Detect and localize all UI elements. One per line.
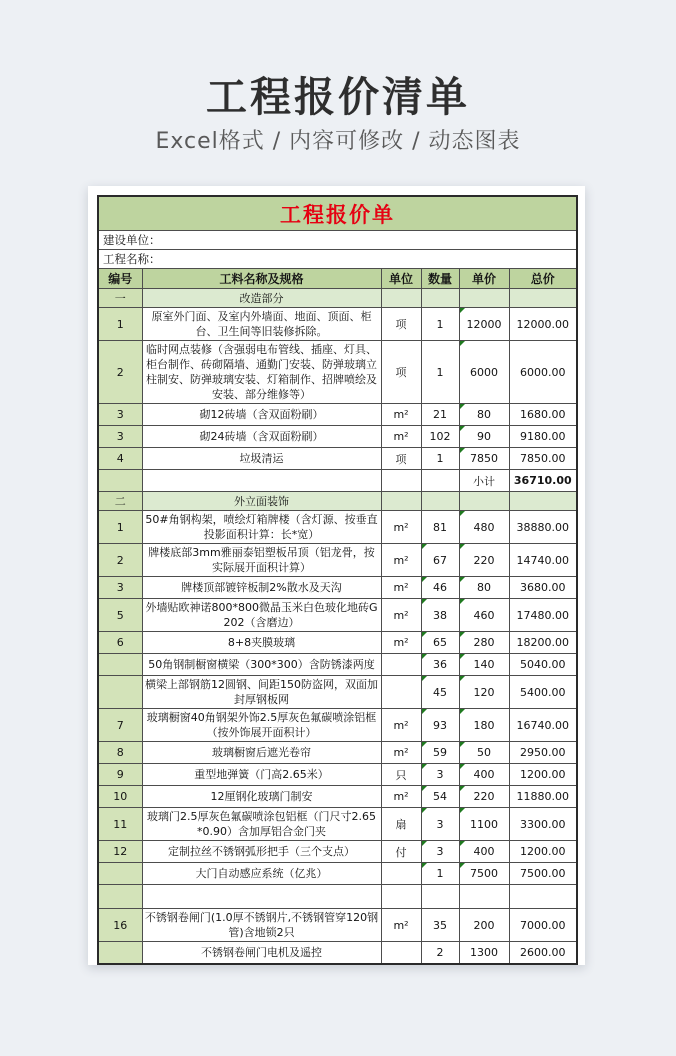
total-cell: 3680.00 bbox=[509, 577, 577, 599]
item-row bbox=[98, 909, 577, 942]
comment-triangle-icon bbox=[460, 808, 465, 813]
unit-cell: m² bbox=[381, 544, 421, 577]
comment-triangle-icon bbox=[422, 841, 427, 846]
price-cell: 80 bbox=[459, 577, 509, 599]
item-number-cell bbox=[98, 654, 142, 676]
total-cell bbox=[509, 492, 577, 511]
comment-triangle-icon bbox=[422, 863, 427, 868]
unit-cell: m² bbox=[381, 909, 421, 942]
item-desc-cell: 不锈钢卷闸门(1.0厚不锈钢片,不锈钢管穿120钢管)含地锁2只 bbox=[142, 909, 381, 942]
price-cell bbox=[459, 289, 509, 308]
total-cell: 38880.00 bbox=[509, 511, 577, 544]
item-desc-cell: 玻璃橱窗后遮光卷帘 bbox=[142, 742, 381, 764]
section-row bbox=[98, 492, 577, 511]
comment-triangle-icon bbox=[460, 764, 465, 769]
price-cell: 50 bbox=[459, 742, 509, 764]
comment-triangle-icon bbox=[422, 676, 427, 681]
price-cell: 400 bbox=[459, 764, 509, 786]
total-cell: 6000.00 bbox=[509, 341, 577, 404]
sheet-title-row bbox=[98, 196, 577, 231]
item-row bbox=[98, 632, 577, 654]
comment-triangle-icon bbox=[460, 742, 465, 747]
item-number-cell: 1 bbox=[98, 511, 142, 544]
price-cell: 1100 bbox=[459, 808, 509, 841]
item-row bbox=[98, 599, 577, 632]
qty-cell bbox=[421, 289, 459, 308]
item-number-cell: 5 bbox=[98, 599, 142, 632]
comment-triangle-icon bbox=[422, 764, 427, 769]
item-number-cell: 12 bbox=[98, 841, 142, 863]
price-cell: 6000 bbox=[459, 341, 509, 404]
price-cell: 12000 bbox=[459, 308, 509, 341]
item-row bbox=[98, 676, 577, 709]
total-cell: 14740.00 bbox=[509, 544, 577, 577]
construction-unit-row bbox=[98, 231, 577, 250]
comment-triangle-icon bbox=[460, 654, 465, 659]
column-header-5: 总价 bbox=[509, 269, 577, 289]
total-cell: 18200.00 bbox=[509, 632, 577, 654]
price-cell: 7500 bbox=[459, 863, 509, 885]
comment-triangle-icon bbox=[460, 577, 465, 582]
unit-cell: 项 bbox=[381, 341, 421, 404]
item-row bbox=[98, 709, 577, 742]
qty-cell: 38 bbox=[421, 599, 459, 632]
comment-triangle-icon bbox=[422, 577, 427, 582]
item-row bbox=[98, 786, 577, 808]
item-desc-cell: 横梁上部钢筋12圆钢、间距150防盗网，双面加封厚钢板网 bbox=[142, 676, 381, 709]
item-row bbox=[98, 808, 577, 841]
item-number-cell: 3 bbox=[98, 404, 142, 426]
section-name-cell: 外立面装饰 bbox=[142, 492, 381, 511]
total-cell: 1200.00 bbox=[509, 764, 577, 786]
unit-cell bbox=[381, 289, 421, 308]
sheet-table bbox=[97, 195, 578, 965]
item-desc-cell: 玻璃橱窗40角钢架外饰2.5厚灰色氟碳喷涂铝框（按外饰展开面积计） bbox=[142, 709, 381, 742]
comment-triangle-icon bbox=[460, 426, 465, 431]
item-desc-cell: 牌楼顶部镀锌板制2%散水及天沟 bbox=[142, 577, 381, 599]
item-number-cell: 3 bbox=[98, 577, 142, 599]
unit-cell: m² bbox=[381, 709, 421, 742]
unit-cell: 项 bbox=[381, 308, 421, 341]
comment-triangle-icon bbox=[422, 654, 427, 659]
unit-cell: 扇 bbox=[381, 808, 421, 841]
qty-cell: 1 bbox=[421, 341, 459, 404]
qty-cell: 1 bbox=[421, 448, 459, 470]
item-desc-cell: 玻璃门2.5厚灰色氟碳喷涂包铝框（门尺寸2.65*0.90）含加厚铝合金门夹 bbox=[142, 808, 381, 841]
item-desc-cell: 大门自动感应系统（亿兆） bbox=[142, 863, 381, 885]
comment-triangle-icon bbox=[422, 808, 427, 813]
item-desc-cell: 临时网点装修（含强弱电布管线、插座、灯具、柜台制作、砖砌隔墙、通勤门安装、防弹玻璃立柱制安、防弹玻璃安装、灯箱制作、招牌喷绘及安装、部分维修等） bbox=[142, 341, 381, 404]
total-cell bbox=[509, 885, 577, 909]
qty-cell: 45 bbox=[421, 676, 459, 709]
comment-triangle-icon bbox=[460, 863, 465, 868]
unit-cell: m² bbox=[381, 426, 421, 448]
total-cell: 2950.00 bbox=[509, 742, 577, 764]
section-row bbox=[98, 289, 577, 308]
qty-cell: 67 bbox=[421, 544, 459, 577]
total-cell: 11880.00 bbox=[509, 786, 577, 808]
item-row bbox=[98, 654, 577, 676]
item-number-cell: 9 bbox=[98, 764, 142, 786]
item-row bbox=[98, 841, 577, 863]
item-row bbox=[98, 764, 577, 786]
qty-cell: 81 bbox=[421, 511, 459, 544]
item-desc-cell: 砌12砖墙（含双面粉刷） bbox=[142, 404, 381, 426]
column-header-row bbox=[98, 269, 577, 289]
column-header-0: 编号 bbox=[98, 269, 142, 289]
qty-cell: 1 bbox=[421, 863, 459, 885]
price-cell: 220 bbox=[459, 544, 509, 577]
comment-triangle-icon bbox=[422, 709, 427, 714]
unit-cell: m² bbox=[381, 404, 421, 426]
total-cell: 12000.00 bbox=[509, 308, 577, 341]
unit-cell: 只 bbox=[381, 764, 421, 786]
qty-cell: 36 bbox=[421, 654, 459, 676]
item-desc-cell: 原室外门面、及室内外墙面、地面、顶面、柜台、卫生间等旧装修拆除。 bbox=[142, 308, 381, 341]
subtotal-row bbox=[98, 470, 577, 492]
qty-cell: 59 bbox=[421, 742, 459, 764]
page-title: 工程报价清单 bbox=[206, 73, 470, 121]
item-number-cell: 8 bbox=[98, 742, 142, 764]
page-subtitle: Excel格式 / 内容可修改 / 动态图表 bbox=[155, 129, 521, 154]
item-desc-cell bbox=[142, 470, 381, 492]
total-cell: 1680.00 bbox=[509, 404, 577, 426]
qty-cell: 65 bbox=[421, 632, 459, 654]
comment-triangle-icon bbox=[460, 448, 465, 453]
comment-triangle-icon bbox=[460, 511, 465, 516]
section-number-cell: 一 bbox=[98, 289, 142, 308]
total-cell: 7500.00 bbox=[509, 863, 577, 885]
total-cell bbox=[509, 289, 577, 308]
item-number-cell: 6 bbox=[98, 632, 142, 654]
comment-triangle-icon bbox=[460, 709, 465, 714]
item-number-cell: 1 bbox=[98, 308, 142, 341]
price-cell bbox=[459, 885, 509, 909]
item-desc-cell: 8+8夹膜玻璃 bbox=[142, 632, 381, 654]
unit-cell bbox=[381, 676, 421, 709]
unit-cell: m² bbox=[381, 742, 421, 764]
item-desc-cell: 50#角钢构架，喷绘灯箱牌楼（含灯源、按垂直投影面积计算：长*宽） bbox=[142, 511, 381, 544]
total-cell: 7850.00 bbox=[509, 448, 577, 470]
item-row bbox=[98, 577, 577, 599]
qty-cell: 1 bbox=[421, 308, 459, 341]
item-number-cell: 11 bbox=[98, 808, 142, 841]
item-row bbox=[98, 863, 577, 885]
unit-cell: 付 bbox=[381, 841, 421, 863]
price-cell: 90 bbox=[459, 426, 509, 448]
qty-cell bbox=[421, 492, 459, 511]
item-desc-cell: 砌24砖墙（含双面粉刷） bbox=[142, 426, 381, 448]
total-cell: 1200.00 bbox=[509, 841, 577, 863]
column-header-4: 单价 bbox=[459, 269, 509, 289]
sheet-body bbox=[98, 196, 577, 964]
price-cell: 140 bbox=[459, 654, 509, 676]
price-cell: 280 bbox=[459, 632, 509, 654]
item-row bbox=[98, 426, 577, 448]
column-header-1: 工料名称及规格 bbox=[142, 269, 381, 289]
item-number-cell: 16 bbox=[98, 909, 142, 942]
qty-cell: 93 bbox=[421, 709, 459, 742]
item-row bbox=[98, 511, 577, 544]
item-number-cell bbox=[98, 470, 142, 492]
section-name-cell: 改造部分 bbox=[142, 289, 381, 308]
section-number-cell: 二 bbox=[98, 492, 142, 511]
price-cell bbox=[459, 492, 509, 511]
unit-cell: m² bbox=[381, 599, 421, 632]
qty-cell: 35 bbox=[421, 909, 459, 942]
comment-triangle-icon bbox=[460, 841, 465, 846]
empty-row bbox=[98, 885, 577, 909]
item-desc-cell: 50角钢制橱窗横梁（300*300）含防锈漆两度 bbox=[142, 654, 381, 676]
item-desc-cell: 12厘钢化玻璃门制安 bbox=[142, 786, 381, 808]
unit-cell bbox=[381, 863, 421, 885]
comment-triangle-icon bbox=[460, 404, 465, 409]
item-desc-cell: 牌楼底部3mm雅丽泰铝塑板吊顶（铝龙骨，按实际展开面积计算） bbox=[142, 544, 381, 577]
comment-triangle-icon bbox=[460, 632, 465, 637]
total-cell: 2600.00 bbox=[509, 942, 577, 965]
column-header-3: 数量 bbox=[421, 269, 459, 289]
item-desc-cell: 外墙贴欧神诺800*800微晶玉米白色玻化地砖G202（含磨边） bbox=[142, 599, 381, 632]
qty-cell: 46 bbox=[421, 577, 459, 599]
total-cell: 7000.00 bbox=[509, 909, 577, 942]
total-cell: 5400.00 bbox=[509, 676, 577, 709]
item-number-cell bbox=[98, 676, 142, 709]
qty-cell: 3 bbox=[421, 808, 459, 841]
unit-cell: 项 bbox=[381, 448, 421, 470]
unit-cell bbox=[381, 470, 421, 492]
item-number-cell: 7 bbox=[98, 709, 142, 742]
item-row bbox=[98, 544, 577, 577]
item-row bbox=[98, 742, 577, 764]
subtotal-label-cell: 小计 bbox=[459, 470, 509, 492]
price-cell: 480 bbox=[459, 511, 509, 544]
comment-triangle-icon bbox=[460, 308, 465, 313]
comment-triangle-icon bbox=[422, 742, 427, 747]
comment-triangle-icon bbox=[460, 786, 465, 791]
item-row bbox=[98, 448, 577, 470]
unit-cell bbox=[381, 942, 421, 965]
subtotal-total-cell: 36710.00 bbox=[509, 470, 577, 492]
price-cell: 1300 bbox=[459, 942, 509, 965]
item-number-cell: 2 bbox=[98, 544, 142, 577]
item-desc-cell: 重型地弹簧（门高2.65米） bbox=[142, 764, 381, 786]
price-cell: 400 bbox=[459, 841, 509, 863]
qty-cell: 3 bbox=[421, 764, 459, 786]
comment-triangle-icon bbox=[460, 676, 465, 681]
unit-cell: m² bbox=[381, 511, 421, 544]
comment-triangle-icon bbox=[422, 786, 427, 791]
item-number-cell: 4 bbox=[98, 448, 142, 470]
comment-triangle-icon bbox=[460, 599, 465, 604]
project-name-label: 工程名称： bbox=[98, 250, 577, 269]
project-name-row bbox=[98, 250, 577, 269]
price-cell: 200 bbox=[459, 909, 509, 942]
comment-triangle-icon bbox=[422, 599, 427, 604]
price-cell: 120 bbox=[459, 676, 509, 709]
sheet-card bbox=[88, 186, 585, 965]
column-header-2: 单位 bbox=[381, 269, 421, 289]
item-row bbox=[98, 341, 577, 404]
price-cell: 220 bbox=[459, 786, 509, 808]
unit-cell: m² bbox=[381, 786, 421, 808]
item-desc-cell: 不锈钢卷闸门电机及遥控 bbox=[142, 942, 381, 965]
item-desc-cell bbox=[142, 885, 381, 909]
unit-cell: m² bbox=[381, 577, 421, 599]
item-number-cell: 2 bbox=[98, 341, 142, 404]
price-cell: 7850 bbox=[459, 448, 509, 470]
total-cell: 17480.00 bbox=[509, 599, 577, 632]
comment-triangle-icon bbox=[422, 632, 427, 637]
item-row bbox=[98, 404, 577, 426]
qty-cell: 54 bbox=[421, 786, 459, 808]
qty-cell: 102 bbox=[421, 426, 459, 448]
unit-cell bbox=[381, 885, 421, 909]
item-desc-cell: 定制拉丝不锈钢弧形把手（三个支点） bbox=[142, 841, 381, 863]
sheet-title: 工程报价单 bbox=[98, 196, 577, 231]
item-desc-cell: 垃圾清运 bbox=[142, 448, 381, 470]
qty-cell bbox=[421, 885, 459, 909]
construction-unit-label: 建设单位： bbox=[98, 231, 577, 250]
comment-triangle-icon bbox=[460, 341, 465, 346]
total-cell: 16740.00 bbox=[509, 709, 577, 742]
item-row bbox=[98, 942, 577, 965]
price-cell: 180 bbox=[459, 709, 509, 742]
item-number-cell bbox=[98, 885, 142, 909]
qty-cell: 21 bbox=[421, 404, 459, 426]
unit-cell bbox=[381, 492, 421, 511]
total-cell: 5040.00 bbox=[509, 654, 577, 676]
item-number-cell: 3 bbox=[98, 426, 142, 448]
unit-cell: m² bbox=[381, 632, 421, 654]
total-cell: 3300.00 bbox=[509, 808, 577, 841]
item-number-cell bbox=[98, 942, 142, 965]
comment-triangle-icon bbox=[422, 544, 427, 549]
qty-cell: 3 bbox=[421, 841, 459, 863]
comment-triangle-icon bbox=[460, 544, 465, 549]
qty-cell: 2 bbox=[421, 942, 459, 965]
price-cell: 460 bbox=[459, 599, 509, 632]
item-number-cell bbox=[98, 863, 142, 885]
item-row bbox=[98, 308, 577, 341]
qty-cell bbox=[421, 470, 459, 492]
unit-cell bbox=[381, 654, 421, 676]
price-cell: 80 bbox=[459, 404, 509, 426]
item-number-cell: 10 bbox=[98, 786, 142, 808]
total-cell: 9180.00 bbox=[509, 426, 577, 448]
